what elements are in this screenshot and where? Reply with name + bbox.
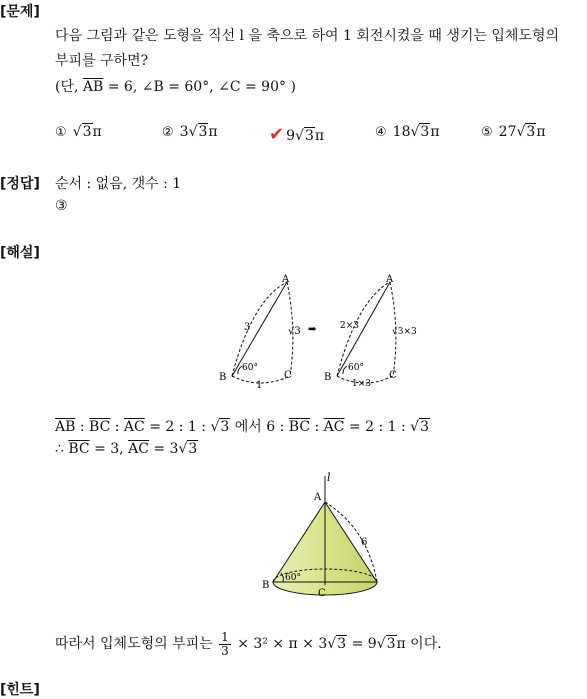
problem-line-1: 다음 그림과 같은 도형을 직선 l 을 축으로 하여 1 회전시켰을 때 생기는 입체도형의: [55, 28, 560, 44]
svg-text:l: l: [327, 471, 331, 484]
answer-choices: [55, 124, 575, 146]
cone-figure: [255, 470, 395, 610]
problem-line-2: 부피를 구하면?: [55, 53, 149, 69]
fraction-one-third: $\frac{1}{3}$: [221, 629, 229, 658]
section-hint-header: [힌트]: [0, 682, 40, 698]
svg-text:1: 1: [256, 380, 263, 391]
svg-text:2×3: 2×3: [340, 321, 359, 331]
choice-2[interactable]: ② 3√3π: [162, 124, 218, 140]
final-volume-line: 따라서 입체도형의 부피는 $\frac{1}{3}$ × 3² × π × 3√3 = 9√3π 이다.: [55, 629, 442, 658]
choice-4[interactable]: ④ 18√3π: [375, 124, 440, 140]
problem-condition: (단, $\overline{AB} = 6$, ∠B = 60°, ∠C = 90° ): [55, 79, 296, 95]
svg-text:B: B: [324, 372, 332, 383]
choice-3[interactable]: ✔ 9√3π: [269, 124, 325, 145]
svg-text:B: B: [219, 372, 227, 383]
answer-order-line: 순서 : 없음, 갯수 : 1: [55, 176, 182, 192]
segment-ab: $\overline{AB}$: [82, 79, 104, 95]
svg-text:C: C: [389, 370, 397, 381]
svg-text:6: 6: [361, 537, 368, 548]
svg-text:60°: 60°: [348, 363, 364, 373]
section-answer-header: [정답]: [0, 176, 40, 192]
choice-1[interactable]: ① √3π: [55, 124, 102, 140]
svg-text:√3: √3: [288, 326, 301, 337]
svg-text:B: B: [262, 580, 270, 591]
svg-text:60°: 60°: [242, 363, 258, 373]
svg-text:1×3: 1×3: [352, 379, 371, 389]
therefore-line: ∴ $\overline{BC} = 3$, $\overline{AC} = 3√3$: [55, 441, 198, 457]
svg-text:√3×3: √3×3: [392, 327, 417, 337]
answer-value: ③: [55, 198, 68, 214]
choice-5[interactable]: ⑤ 27√3π: [481, 124, 546, 140]
svg-text:C: C: [284, 370, 292, 381]
check-icon: ✔: [269, 124, 285, 145]
svg-text:C: C: [318, 588, 326, 599]
svg-text:A: A: [314, 492, 322, 503]
triangle-figure-2: [324, 274, 417, 389]
svg-text:60°: 60°: [285, 573, 301, 583]
section-problem-header: [문제]: [0, 4, 40, 20]
arrow-icon: ➡: [308, 324, 317, 335]
svg-text:3: 3: [244, 322, 251, 333]
svg-text:A: A: [386, 274, 394, 285]
section-explanation-header: [해설]: [0, 245, 40, 261]
svg-text:A: A: [282, 274, 290, 285]
ratio-line: $\overline{AB}$ : $\overline{BC}$ : $\overline{AC} = 2$ : 1 : √3 에서 6 : $\overline{BC}$ : $\overline{AC} = 2$ : 1 : √3: [55, 419, 430, 435]
triangle-figures: [212, 270, 432, 395]
triangle-figure-1: [219, 274, 301, 391]
